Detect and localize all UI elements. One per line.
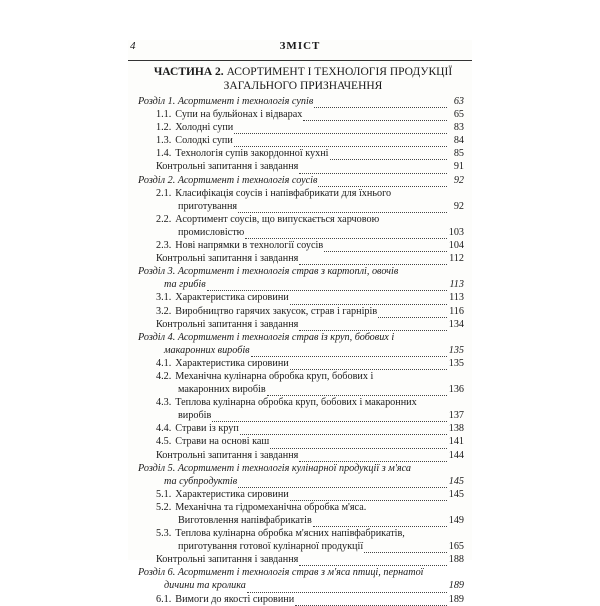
toc-item: 5.1. Характеристика сировини 145 [156,488,464,500]
toc-questions: Контрольні запитання і завдання 91 [156,161,464,173]
toc-section-continuation: макаронних виробів 135 [164,344,464,356]
page-title: ЗМІСТ [279,40,321,52]
toc-questions: Контрольні запитання і завдання 134 [156,318,464,330]
toc-questions: Контрольні запитання і завдання 112 [156,253,464,265]
toc-item: 1.3. Солодкі супи 84 [156,135,464,147]
toc-section-4: Розділ 4. Асортимент і технологія страв із круп, бобових і [138,331,395,343]
toc-item: 1.2. Холодні супи 83 [156,122,464,134]
toc-item: 1.1. Супи на бульйонах і відварах 65 [156,109,464,121]
toc-item: 6.1. Вимоги до якості сировини 189 [156,593,464,605]
toc-item: 4.3. Теплова кулінарна обробка круп, бобових і макаронних [156,397,417,409]
toc-item: 2.2. Асортимент соусів, що випускається харчовою [156,213,380,225]
toc-item: 4.2. Механічна кулінарна обробка круп, бобових і [156,370,374,382]
toc-item-continuation: макаронних виробів 136 [178,384,464,396]
page-header [128,40,472,61]
part-title-line2: ЗАГАЛЬНОГО ПРИЗНАЧЕННЯ [223,80,383,92]
toc-item-continuation: приготування 92 [178,200,464,212]
toc-section-2: Розділ 2. Асортимент і технологія соусів 92 [138,174,464,186]
toc-item: 1.4. Технологія супів закордонної кухні 85 [156,148,464,160]
toc-section-continuation: та грибів 113 [164,279,464,291]
toc-item: 2.3. Нові напрямки в технології соусів 104 [156,240,464,252]
table-of-contents [138,95,464,606]
part-label: ЧАСТИНА 2. [153,66,224,78]
page-number: 4 [130,40,136,52]
toc-section-5: Розділ 5. Асортимент і технологія кулінарної продукції з м'яса [138,462,412,474]
book-page [128,40,472,605]
toc-item-continuation: виробів 137 [178,410,464,422]
toc-item: 4.5. Страви на основі каш 141 [156,436,464,448]
toc-questions: Контрольні запитання і завдання 188 [156,554,464,566]
toc-item: 3.2. Виробництво гарячих закусок, страв і гарнірів 116 [156,305,464,317]
toc-item: 5.2. Механічна та гідромеханічна обробка м'яса. [156,501,367,513]
toc-item: 5.3. Теплова кулінарна обробка м'ясних напівфабрикатів, [156,528,405,540]
toc-item: 2.1. Класифікація соусів і напівфабрикати для їхнього [156,187,392,199]
part-title-line1: АСОРТИМЕНТ І ТЕХНОЛОГІЯ ПРОДУКЦІЇ [226,66,453,78]
toc-questions: Контрольні запитання і завдання 144 [156,449,464,461]
toc-section-3: Розділ 3. Асортимент і технологія страв з картоплі, овочів [138,266,399,278]
toc-item: 3.1. Характеристика сировини 113 [156,292,464,304]
toc-section-6: Розділ 6. Асортимент і технологія страв з м'яса птиці, пернатої [138,567,424,579]
toc-item: 4.1. Характеристика сировини 135 [156,357,464,369]
toc-section-continuation: дичини та кролика 189 [164,580,464,592]
part-heading [144,65,462,93]
toc-section-1: Розділ 1. Асортимент і технологія супів 63 [138,96,464,107]
toc-item-continuation: Виготовлення напівфабрикатів 149 [178,515,464,526]
toc-item-continuation: приготування готової кулінарної продукції 165 [178,541,464,553]
toc-section-continuation: та субпродуктів 145 [164,475,464,487]
toc-item: 4.4. Страви із круп 138 [156,423,464,435]
toc-item-continuation: промисловістю 103 [178,226,464,238]
